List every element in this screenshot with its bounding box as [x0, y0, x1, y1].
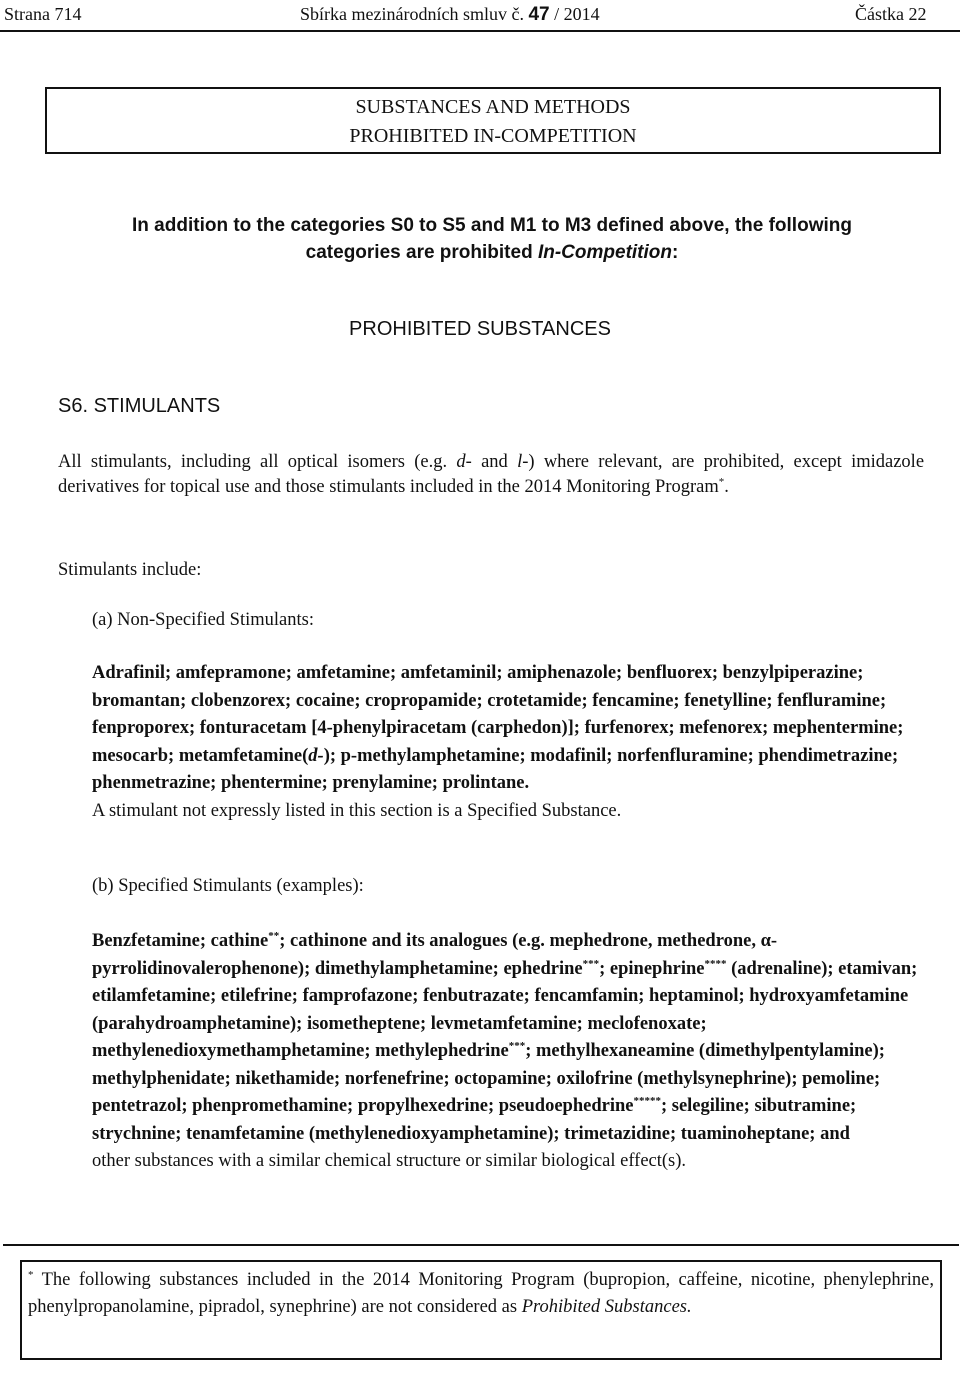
header-divider — [0, 30, 960, 32]
section-heading-s6: S6. STIMULANTS — [58, 395, 221, 417]
collection-title: Sbírka mezinárodních smluv č. 47 / 2014 — [300, 4, 600, 25]
non-specified-heading: (a) Non-Specified Stimulants: — [92, 610, 314, 630]
specified-heading: (b) Specified Stimulants (examples): — [92, 876, 364, 896]
title-box — [45, 87, 941, 154]
stimulants-paragraph: All stimulants, including all optical isomers (e.g. d- and l-) where relevant, are prohibited, except imidazole derivatives for topical use and those stimulants included in the 2014 Monitoring Program*. — [58, 452, 925, 497]
non-specified-list: Adrafinil; amfepramone; amfetamine; amfetaminil; amiphenazole; benfluorex; benzylpiperazine; bromantan; clobenzorex; cocaine; cropropamide; crotetamide; fencamine; fenetylline; fenfluramine; fenproporex; fonturacetam [4-phenylpiracetam (carphedon)]; furfenorex; mefenorex; mephentermine; mesocarb; metamfetamine(d-); p-methylamphetamine; modafinil; norfenfluramine; phendimetrazine; phenmetrazine; phentermine; prenylamine; prolintane. A stimulant not expressly listed in this section is a Specified Substance. — [92, 663, 904, 821]
footnote-box: * The following substances included in the 2014 Monitoring Program (bupropion, caffeine, nicotine, phenylephrine, phenylpropanolamine, pipradol, synephrine) are not considered as Prohibited Substances. — [20, 1260, 942, 1360]
prohibited-substances-heading: PROHIBITED SUBSTANCES — [349, 318, 611, 340]
stimulants-include-label: Stimulants include: — [58, 560, 202, 580]
page-header — [0, 0, 960, 30]
intro-text: In addition to the categories S0 to S5 and M1 to M3 defined above, the following categories are prohibited In-Competition: — [132, 215, 852, 263]
title-line-1: SUBSTANCES AND METHODS — [355, 96, 631, 118]
specified-substance-note: A stimulant not expressly listed in this section is a Specified Substance. — [92, 800, 622, 821]
part-number: Částka 22 — [855, 4, 927, 24]
specified-list: Benzfetamine; cathine**; cathinone and its analogues (e.g. mephedrone, methedrone, α- pyrrolidinovalerophenone); dimethylamphetamine; ephedrine***; epinephrine**** (adrenaline); etamivan; etilamfetamine; etilefrine; famprofazone; fenbutrazate; fencamfamin; heptaminol; hydroxyamfetamine (parahydroamphetamine); isometheptene; levmetamfetamine; meclofenoxate; methylenedioxymethamphetamine; methylephedrine***; methylhexaneamine (dimethylpentylamine); methylphenidate; nikethamide; norfenefrine; octopamine; oxilofrine (methylsynephrine); pemoline; pentetrazol; phenpromethamine; propylhexedrine; pseudoephedrine*****; selegiline; sibutramine; strychnine; tenamfetamine (methylenedioxyamphetamine); trimetazidine; tuaminoheptane; and other substances with a similar chemical structure or similar biological effect(s). — [92, 929, 918, 1171]
title-line-2: PROHIBITED IN-COMPETITION — [349, 125, 637, 147]
footnote-divider — [3, 1244, 959, 1246]
page-number: Strana 714 — [4, 4, 82, 24]
